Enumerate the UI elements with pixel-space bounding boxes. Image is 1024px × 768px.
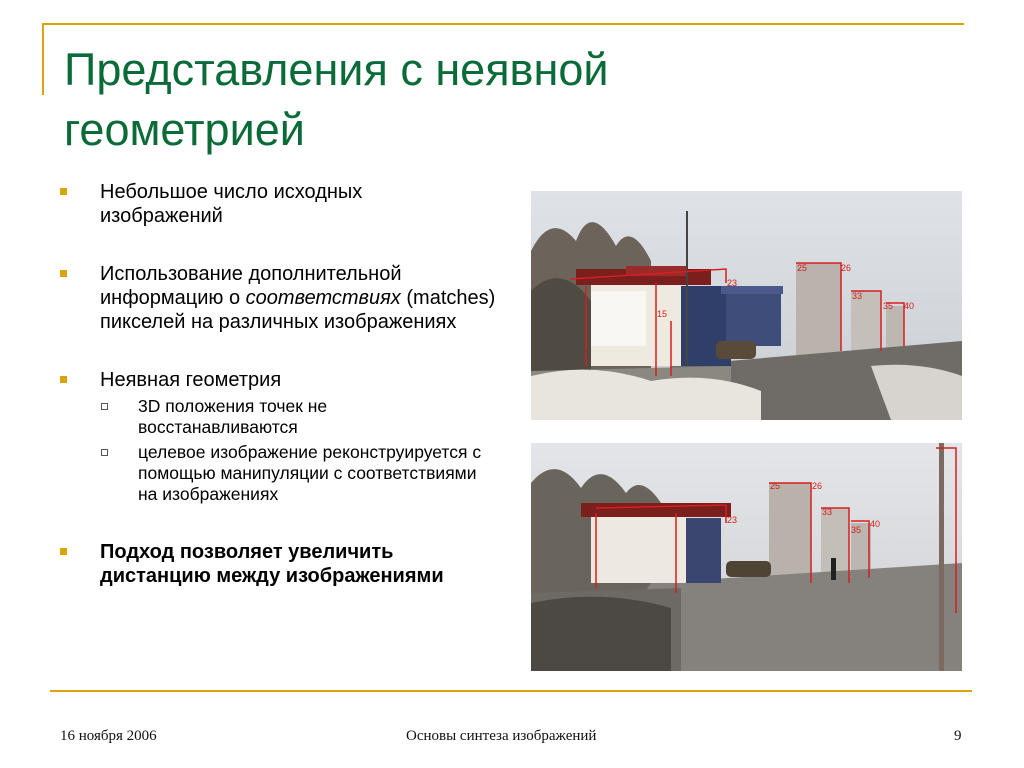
sub-bullet-text: 3D положения точек не восстанавливаются (138, 396, 328, 437)
bullet-list (58, 180, 498, 588)
bullet-square-icon (60, 188, 67, 195)
sub-bullet-square-icon (101, 403, 108, 410)
title-line-1: Представления с неявной (64, 44, 609, 95)
bullet-item (58, 540, 480, 588)
match-label: 40 (904, 301, 915, 311)
match-label: 35 (851, 525, 862, 535)
match-label: 26 (812, 481, 823, 491)
title-line-2: геометрией (64, 104, 305, 155)
bullet-text-part: Использование дополнительной информацию о (100, 263, 402, 309)
street-photo-bottom (531, 443, 962, 671)
bullet-square-icon (60, 376, 67, 383)
match-label: 23 (727, 278, 738, 288)
match-label: 35 (883, 301, 894, 311)
sub-bullet-item (58, 396, 438, 438)
bullet-item (58, 368, 498, 392)
street-photo-top (531, 191, 962, 420)
street-photo-top-image (531, 191, 962, 420)
match-label: 23 (727, 515, 738, 525)
bullet-square-icon (60, 270, 67, 277)
bullet-text (100, 263, 495, 333)
sub-bullet-item (58, 442, 488, 505)
match-label: 26 (841, 263, 852, 273)
match-label: 40 (870, 519, 881, 529)
left-rule (42, 23, 44, 95)
bullet-text-italic: соответствиях (245, 287, 401, 309)
match-label: 15 (657, 309, 668, 319)
sub-bullet-text: целевое изображение реконструируется с помощью манипуляции с соответствиями на изображениях (138, 442, 482, 504)
match-label: 25 (770, 481, 781, 491)
bullet-item (58, 180, 440, 228)
match-label: 33 (852, 291, 863, 301)
sub-bullet-square-icon (101, 449, 108, 456)
footer-page-number: 9 (954, 728, 962, 744)
footer-date: 16 ноября 2006 (60, 728, 157, 744)
bullet-item (58, 262, 498, 334)
top-rule (42, 23, 964, 25)
match-label: 25 (797, 263, 808, 273)
street-photo-bottom-image (531, 443, 962, 671)
bottom-rule (50, 690, 972, 692)
bullet-text: Неявная геометрия (100, 369, 282, 391)
slide-title (64, 40, 764, 160)
footer-course: Основы синтеза изображений (406, 728, 597, 744)
bullet-text: Подход позволяет увеличить дистанцию между изображениями (100, 541, 444, 587)
match-label: 33 (822, 507, 833, 517)
bullet-text-part: (matches) пикселей на различных изображениях (100, 287, 496, 333)
bullet-text: Небольшое число исходных изображений (100, 181, 363, 227)
bullet-square-icon (60, 548, 67, 555)
